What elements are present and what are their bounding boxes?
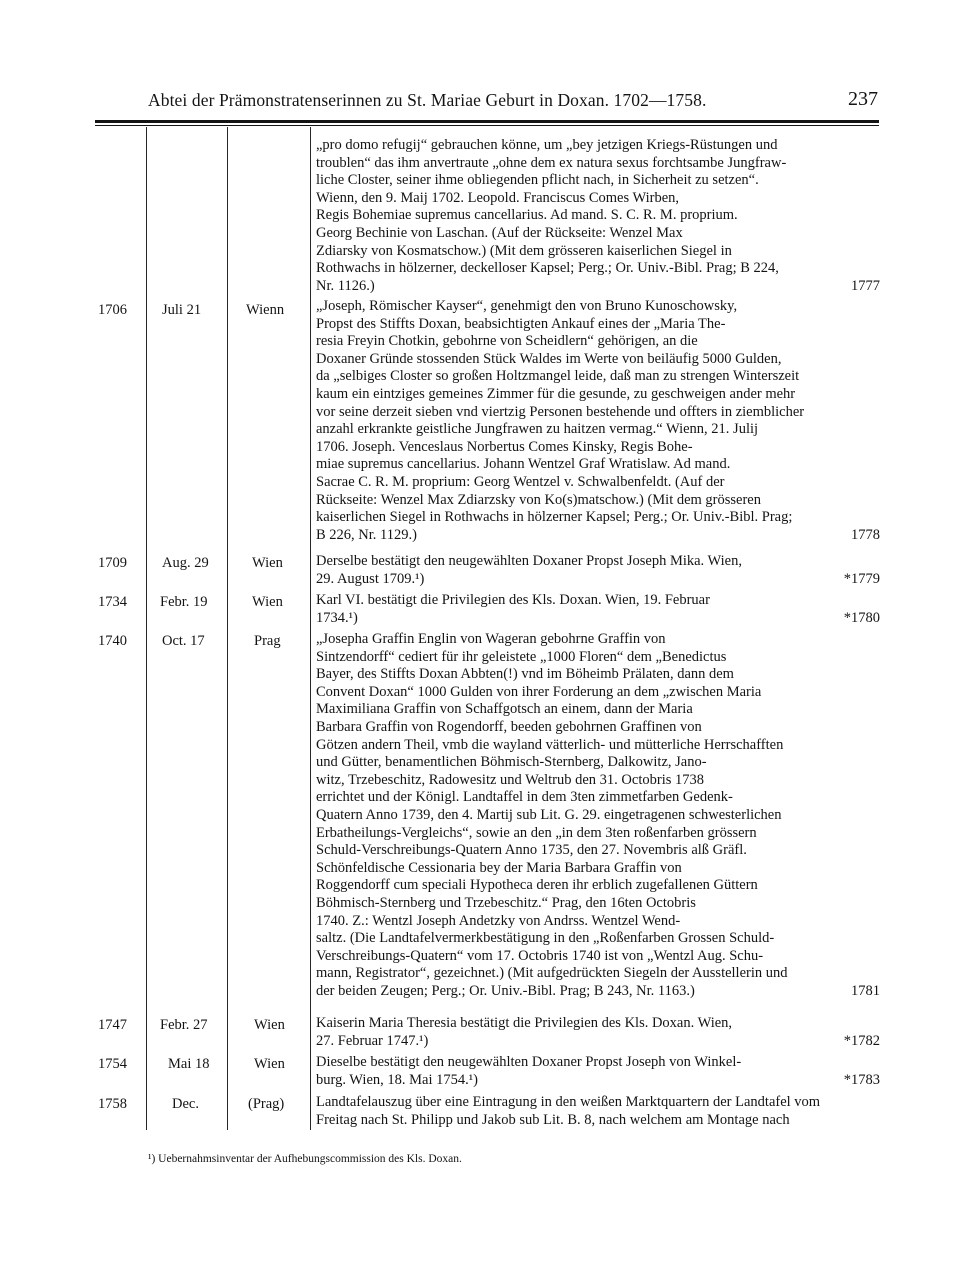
entry-date: Dec. bbox=[172, 1096, 199, 1112]
entry-year: 1740 bbox=[98, 633, 127, 649]
regest-line bbox=[316, 1033, 880, 1051]
column-divider-year bbox=[146, 127, 147, 1130]
regest-line: errichtet und der Königl. Landtaffel in dem 3ten zimmetfarben Gedenk- bbox=[316, 789, 733, 806]
regest-text: 27. Februar 1747.¹) bbox=[316, 1032, 429, 1049]
column-divider-date bbox=[227, 127, 228, 1130]
regest-line: „Josepha Graffin Englin von Wageran gebohrne Graffin von bbox=[316, 631, 666, 647]
regest-line: Roggendorff cum speciali Hypotheca deren ihr erblich zugefallenen Güttern bbox=[316, 877, 758, 894]
regest-line: Quatern Anno 1739, den 4. Martij sub Lit. G. 29. eingetragenen schwesterlichen bbox=[316, 806, 782, 823]
regest-1781 bbox=[316, 631, 880, 1000]
entry-place: (Prag) bbox=[248, 1096, 285, 1112]
regest-line: Verschreibungs-Quatern“ vom 17. Octobris 1740 ist von „Wentzl Aug. Schu- bbox=[316, 947, 764, 964]
regest-line: Zdiarsky von Kosmatschow.) (Mit dem grösseren kaiserlichen Siegel in bbox=[316, 242, 732, 259]
regest-line: Rothwachs in hölzerner, deckelloser Kapsel; Perg.; Or. Univ.-Bibl. Prag; B 224, bbox=[316, 260, 779, 277]
regest-1782 bbox=[316, 1015, 880, 1050]
regest-line: Schönfeldische Cessionaria bey der Maria Barbara Graffin von bbox=[316, 859, 682, 876]
regest-line: Sacrae C. R. M. proprium: Georg Wentzel v. Schwalbenfeldt. (Auf der bbox=[316, 473, 725, 490]
regest-text: 1734.¹) bbox=[316, 609, 358, 626]
regest-line: Georg Bechinie von Laschan. (Auf der Rückseite: Wenzel Max bbox=[316, 224, 683, 241]
footnote-mark: ¹) bbox=[148, 1153, 156, 1165]
regest-line bbox=[316, 983, 880, 1001]
regest-line bbox=[316, 610, 880, 628]
regest-line: Götzen andern Theil, vmb die wayland vätterlich- und mütterliche Herrschafften bbox=[316, 736, 784, 753]
regest-line: Barbara Graffin von Rogendorff, beeden gebohrnen Graffinen von bbox=[316, 718, 702, 735]
regest-text: 29. August 1709.¹) bbox=[316, 570, 425, 587]
regest-line: mann, Registrator“, gezeichnet.) (Mit aufgedrückten Siegeln der Ausstellerin und bbox=[316, 965, 788, 982]
regest-line: Böhmisch-Sternberg und Trzebeschitz.“ Prag, den 16ten Octobris bbox=[316, 894, 696, 911]
regest-line: Derselbe bestätigt den neugewählten Doxaner Propst Joseph Mika. Wien, bbox=[316, 553, 742, 569]
running-title: Abtei der Prämonstratenserinnen zu St. Mariae Geburt in Doxan. 1702—1758. bbox=[148, 90, 707, 110]
regest-line: saltz. (Die Landtafelvermerkbestätigung in den „Roßenfarben Grossen Schuld- bbox=[316, 930, 775, 947]
regest-1779 bbox=[316, 553, 880, 588]
entry-date: Oct. 17 bbox=[162, 633, 205, 649]
regest-line: liche Closter, seiner ihme obliegenden pflicht nach, in Sicherheit zu setzen“. bbox=[316, 172, 759, 189]
regest-line: miae supremus cancellarius. Johann Wentzel Graf Wratislaw. Ad mand. bbox=[316, 456, 731, 473]
regest-line: 1706. Joseph. Venceslaus Norbertus Comes Kinsky, Regis Bohe- bbox=[316, 438, 693, 455]
regest-line: vor seine derzeit sieben vnd viertzig Personen bestehende und offters in ziemblicher bbox=[316, 403, 805, 420]
regest-line: anzahl erkrankte geistliche Jungfrawen zu haitzen vermag.“ Wienn, 21. Julij bbox=[316, 421, 759, 438]
regest-line: Regis Bohemiae supremus cancellarius. Ad mand. S. C. R. M. proprium. bbox=[316, 207, 738, 224]
header-rule-thick bbox=[95, 120, 879, 123]
regest-line: Doxaner Gründe stossenden Stück Waldes im Werte von beiläufig 5000 Gulden, bbox=[316, 350, 782, 367]
regest-number: *1780 bbox=[843, 609, 880, 626]
regest-text: burg. Wien, 18. Mai 1754.¹) bbox=[316, 1071, 478, 1088]
regest-line: Freitag nach St. Philipp und Jakob sub Lit. B. 8, nach welchem am Montage nach bbox=[316, 1111, 790, 1128]
regest-number: 1778 bbox=[851, 526, 880, 543]
regest-1778 bbox=[316, 298, 880, 544]
regest-line: Landtafelauszug über eine Eintragung in den weißen Marktquartern der Landtafel vom bbox=[316, 1094, 821, 1110]
regest-line: Schuld-Verschreibungs-Quatern Anno 1735, den 27. Novembris alß Gräfl. bbox=[316, 842, 747, 859]
entry-year: 1758 bbox=[98, 1096, 127, 1112]
regest-line: Karl VI. bestätigt die Privilegien des Kls. Doxan. Wien, 19. Februar bbox=[316, 592, 710, 608]
entry-place: Wien bbox=[254, 1056, 285, 1072]
regest-line: kaum ein eintziges gemeines Zimmer für die gesunde, zu geschweigen ander mehr bbox=[316, 385, 796, 402]
regest-1780 bbox=[316, 592, 880, 627]
regest-line: Erbatheilungs-Vergleichs“, sowie an den „in dem 3ten roßenfarben grössern bbox=[316, 824, 757, 841]
regest-line: Propst des Stiffts Doxan, beabsichtigten Ankauf eines der „Maria The- bbox=[316, 315, 726, 332]
regest-1758-start bbox=[316, 1094, 880, 1129]
entry-date: Mai 18 bbox=[168, 1056, 210, 1072]
regest-line: resia Freyin Chotkin, gebohrne von Scheidlern“ gehörigen, an die bbox=[316, 333, 698, 350]
continuation-regest bbox=[316, 137, 880, 295]
page-number: 237 bbox=[848, 88, 878, 110]
regest-line: Wienn, den 9. Maij 1702. Leopold. Franciscus Comes Wirben, bbox=[316, 189, 680, 206]
entry-year: 1706 bbox=[98, 302, 127, 318]
regest-line: Sintzendorff“ cediert für ihr geleistete „1000 Floren“ dem „Benedictus bbox=[316, 648, 727, 665]
entry-year: 1734 bbox=[98, 594, 127, 610]
entry-year: 1709 bbox=[98, 555, 127, 571]
regest-line: Maximiliana Graffin von Schaffgotsch an einem, dann der Maria bbox=[316, 701, 693, 718]
regest-line: da „selbiges Closter so großen Holtzmangel leide, daß man zu strengen Winterszeit bbox=[316, 368, 800, 385]
column-divider-place bbox=[310, 127, 311, 1130]
regest-text: Nr. 1126.) bbox=[316, 277, 375, 294]
regest-text: B 226, Nr. 1129.) bbox=[316, 526, 417, 543]
page-header bbox=[148, 90, 878, 114]
regest-1783 bbox=[316, 1054, 880, 1089]
regest-line: „Joseph, Römischer Kayser“, genehmigt den von Bruno Kunoschowsky, bbox=[316, 298, 738, 314]
regest-number: *1782 bbox=[843, 1032, 880, 1049]
regest-line bbox=[316, 571, 880, 589]
regest-line: Bayer, des Stiffts Doxan Abbten(!) vnd im Böheimb Prälaten, dann dem bbox=[316, 666, 734, 683]
entry-year: 1747 bbox=[98, 1017, 127, 1033]
entry-place: Wienn bbox=[246, 302, 285, 318]
regest-line bbox=[316, 1072, 880, 1090]
regest-line: witz, Trzebeschitz, Radowesitz und Weltrub den 31. Octobris 1738 bbox=[316, 771, 704, 788]
regest-line: Dieselbe bestätigt den neugewählten Doxaner Propst Joseph von Winkel- bbox=[316, 1054, 742, 1070]
regest-line bbox=[316, 527, 880, 545]
regest-line: Rückseite: Wenzel Max Zdiarzsky von Ko(s)matschow.) (Mit dem grösseren bbox=[316, 491, 761, 508]
regest-text: der beiden Zeugen; Perg.; Or. Univ.-Bibl. Prag; B 243, Nr. 1163.) bbox=[316, 982, 695, 999]
regest-line: Convent Doxan“ 1000 Gulden von ihrer Forderung an dem „zwischen Maria bbox=[316, 683, 762, 700]
entry-date: Aug. 29 bbox=[162, 555, 209, 571]
regest-line: und Gütter, benamentlichen Böhmisch-Sternberg, Dalkowitz, Jano- bbox=[316, 754, 707, 771]
regest-line: kaiserlichen Siegel in Rothwachs in hölzerner Kapsel; Perg.; Or. Univ.-Bibl. Prag; bbox=[316, 509, 793, 526]
regest-number: 1781 bbox=[851, 982, 880, 999]
regest-line: „pro domo refugij“ gebrauchen könne, um „bey jetzigen Kriegs-Rüstungen und bbox=[316, 137, 778, 153]
regest-line: troublen“ das ihm anvertraute „ohne dem ex natura sexus forchtsambe Jungfraw- bbox=[316, 154, 787, 171]
entry-date: Juli 21 bbox=[162, 302, 202, 318]
entry-place: Wien bbox=[252, 594, 283, 610]
entry-date: Febr. 27 bbox=[160, 1017, 208, 1033]
entry-place: Wien bbox=[252, 555, 283, 571]
footnote-text: Uebernahmsinventar der Aufhebungscommission des Kls. Doxan. bbox=[158, 1153, 462, 1165]
entry-year: 1754 bbox=[98, 1056, 127, 1072]
regest-line bbox=[316, 278, 880, 296]
regest-number: *1783 bbox=[843, 1071, 880, 1088]
header-rule-thin bbox=[95, 125, 879, 126]
entry-date: Febr. 19 bbox=[160, 594, 208, 610]
entry-place: Prag bbox=[254, 633, 281, 649]
footnote bbox=[148, 1153, 462, 1165]
regest-number: *1779 bbox=[843, 570, 880, 587]
regest-line: 1740. Z.: Wentzl Joseph Andetzky von Andrss. Wentzel Wend- bbox=[316, 912, 681, 929]
entry-place: Wien bbox=[254, 1017, 285, 1033]
regest-number: 1777 bbox=[851, 277, 880, 294]
regest-line: Kaiserin Maria Theresia bestätigt die Privilegien des Kls. Doxan. Wien, bbox=[316, 1015, 733, 1031]
